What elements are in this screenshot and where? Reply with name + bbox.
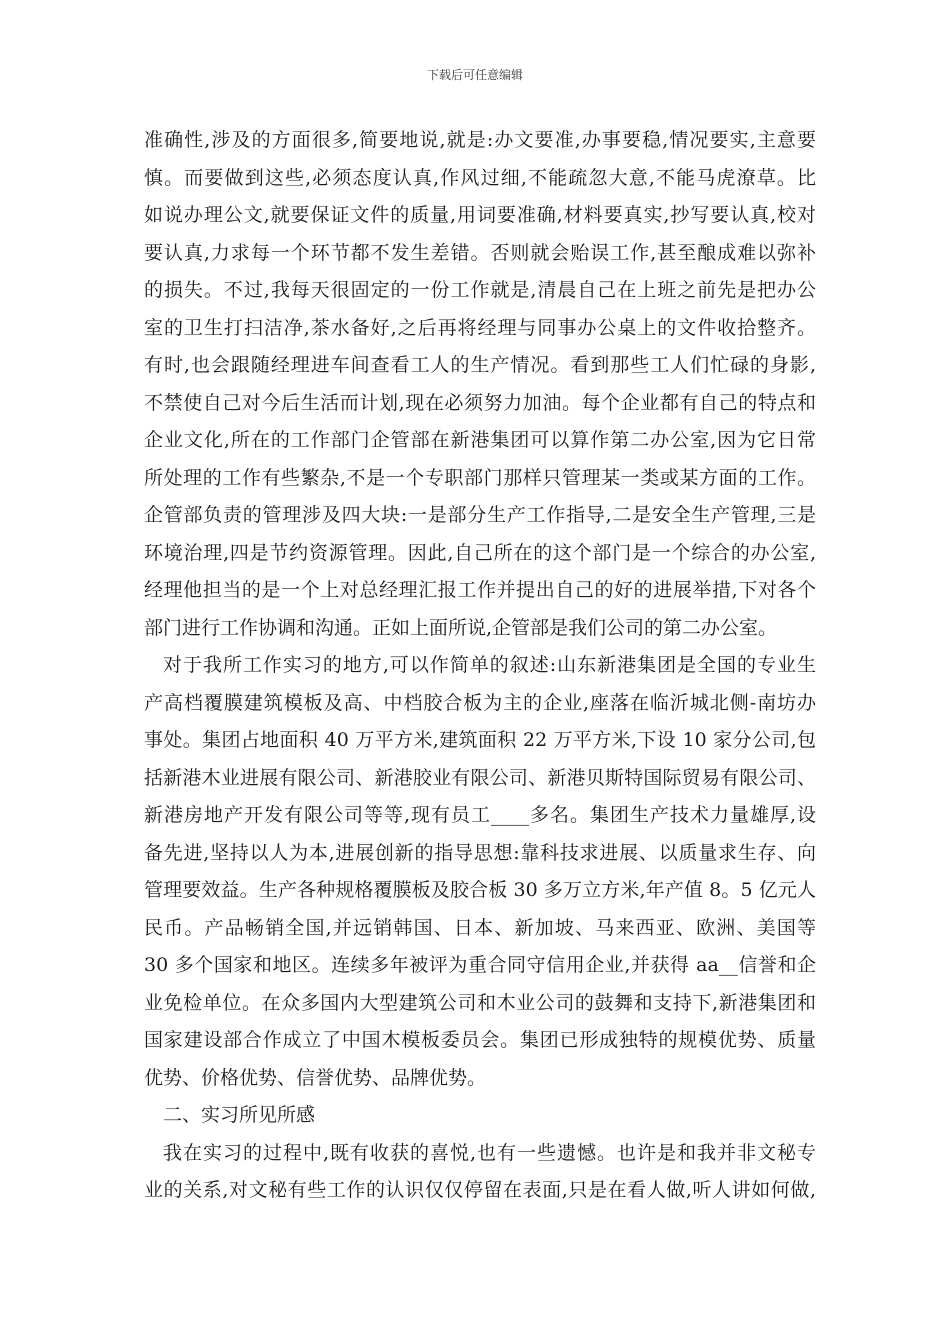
text-line: 室的卫生打扫洁净,茶水备好,之后再将经理与同事办公桌上的文件收拾整齐。: [144, 316, 816, 339]
text-line: 准确性,涉及的方面很多,简要地说,就是:办文要准,办事要稳,情况要实,主意要: [144, 129, 816, 151]
text-line: 我在实习的过程中,既有收获的喜悦,也有一些遗憾。也许是和我并非文秘专: [163, 1141, 816, 1164]
text-line: 优势、价格优势、信誉优势、品牌优势。: [144, 1066, 487, 1089]
text-line: 对于我所工作实习的地方,可以作简单的叙述:山东新港集团是全国的专业生: [163, 654, 816, 676]
text-line: 括新港木业进展有限公司、新港胶业有限公司、新港贝斯特国际贸易有限公司、: [144, 766, 816, 789]
text-line: 备先进,坚持以人为本,进展创新的指导思想:靠科技求进展、以质量求生存、向: [144, 841, 816, 864]
text-line: 所处理的工作有些繁杂,不是一个专职部门那样只管理某一类或某方面的工作。: [144, 466, 816, 489]
text-line: 民币。产品畅销全国,并远销韩国、日本、新加坡、马来西亚、欧洲、美国等: [144, 916, 816, 939]
text-line: 业的关系,对文秘有些工作的认识仅仅停留在表面,只是在看人做,听人讲如何做,: [144, 1179, 816, 1201]
text-line: 事处。集团占地面积 40 万平方米,建筑面积 22 万平方米,下设 10 家分公司,包: [144, 729, 816, 751]
text-line: 如说办理公文,就要保证文件的质量,用词要准确,材料要真实,抄写要认真,校对: [144, 204, 816, 226]
text-line: 要认真,力求每一个环节都不发生差错。否则就会贻误工作,甚至酿成难以弥补: [144, 241, 816, 264]
text-line: 产高档覆膜建筑模板及高、中档胶合板为主的企业,座落在临沂城北侧-南坊办: [144, 691, 816, 714]
text-line: 部门进行工作协调和沟通。正如上面所说,企管部是我们公司的第二办公室。: [144, 616, 778, 639]
text-line: 不禁使自己对今后生活而计划,现在必须努力加油。每个企业都有自己的特点和: [144, 391, 816, 414]
text-line: 环境治理,四是节约资源管理。因此,自己所在的这个部门是一个综合的办公室,: [144, 541, 816, 564]
text-line: 慎。而要做到这些,必须态度认真,作风过细,不能疏忽大意,不能马虎潦草。比: [144, 166, 816, 189]
text-line: 管理要效益。生产各种规格覆膜板及胶合板 30 多万立方米,年产值 8。5 亿元人: [144, 879, 816, 901]
text-line: 企业文化,所在的工作部门企管部在新港集团可以算作第二办公室,因为它日常: [144, 429, 816, 451]
text-line: 新港房地产开发有限公司等等,现有员工____多名。集团生产技术力量雄厚,设: [144, 804, 816, 826]
text-line: 30 多个国家和地区。连续多年被评为重合同守信用企业,并获得 aa__信誉和企: [144, 954, 816, 976]
text-line: 业免检单位。在众多国内大型建筑公司和木业公司的鼓舞和支持下,新港集团和: [144, 991, 816, 1014]
text-line: 经理他担当的是一个上对总经理汇报工作并提出自己的好的进展举措,下对各个: [144, 579, 816, 601]
page-header: 下载后可任意编辑: [426, 68, 523, 82]
text-line: 二、实习所见所感: [163, 1104, 316, 1126]
text-line: 国家建设部合作成立了中国木模板委员会。集团已形成独特的规模优势、质量: [144, 1029, 816, 1051]
text-line: 的损失。不过,我每天很固定的一份工作就是,清晨自己在上班之前先是把办公: [144, 279, 816, 301]
text-line: 企管部负责的管理涉及四大块:一是部分生产工作指导,二是安全生产管理,三是: [144, 504, 816, 526]
text-line: 有时,也会跟随经理进车间查看工人的生产情况。看到那些工人们忙碌的身影,: [144, 354, 816, 376]
document-body: [144, 122, 816, 1210]
